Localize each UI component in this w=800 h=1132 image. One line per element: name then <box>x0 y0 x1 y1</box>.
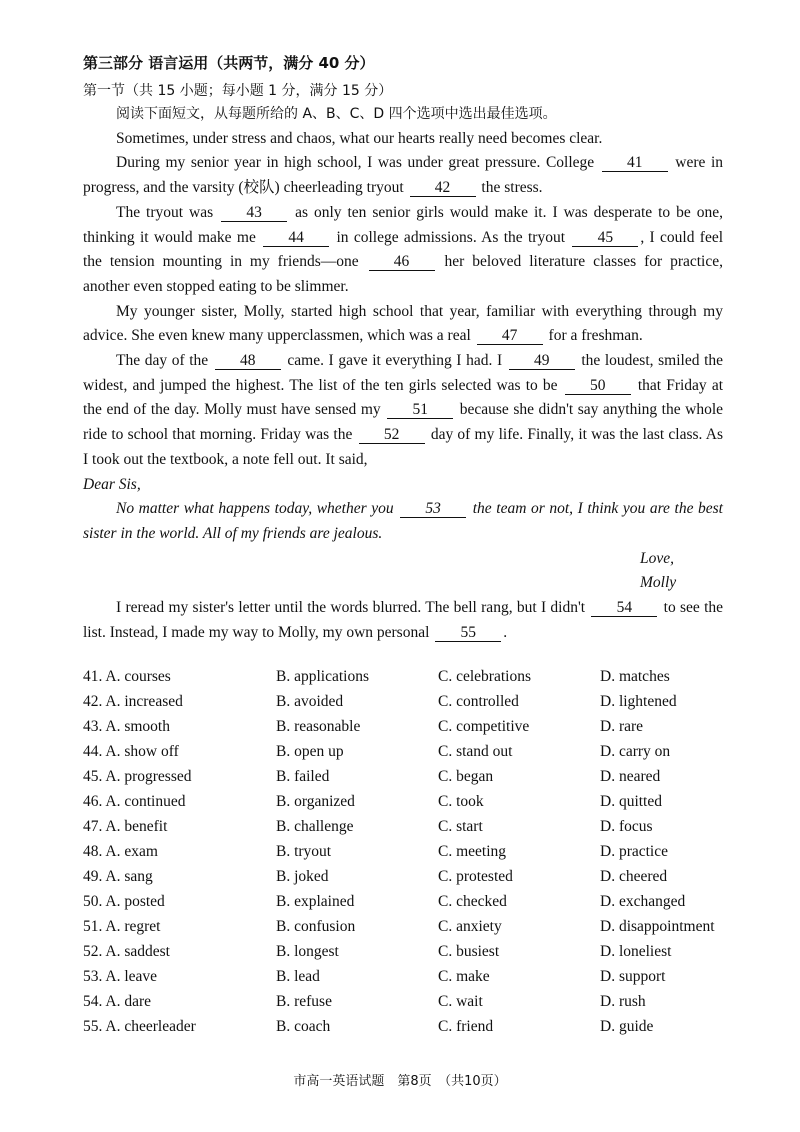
text: were in progress, and the varsity (校队) cheerleading tryout <box>83 154 724 197</box>
letter-sign-name: Molly <box>640 574 677 592</box>
option-b: B. confusion <box>276 918 356 935</box>
option-a: 52. A. saddest <box>83 943 170 960</box>
option-b: B. open up <box>276 743 344 760</box>
blank-52: 52 <box>359 426 425 444</box>
option-row-55 <box>83 1014 733 1039</box>
option-d: D. quitted <box>600 793 662 810</box>
option-row-47 <box>83 814 733 839</box>
subsection-title: 第一节（共 15 小题；每小题 1 分，满分 15 分） <box>83 83 393 99</box>
option-c: C. controlled <box>438 693 519 710</box>
text: came. I gave it everything I had. I <box>287 352 503 370</box>
option-a: 51. A. regret <box>83 918 161 935</box>
option-c: C. wait <box>438 993 483 1010</box>
option-b: B. joked <box>276 868 329 885</box>
option-d: D. focus <box>600 818 653 835</box>
option-b: B. explained <box>276 893 355 910</box>
text: that Friday at the end of the day. Molly must have sensed my <box>83 376 723 419</box>
option-d: D. loneliest <box>600 943 672 960</box>
letter-greeting: Dear Sis, <box>83 475 141 493</box>
blank-44: 44 <box>263 229 329 247</box>
option-d: D. rush <box>600 993 646 1010</box>
option-b: B. failed <box>276 768 330 785</box>
option-c: C. took <box>438 793 484 810</box>
text: The day of the <box>116 352 209 370</box>
option-b: B. reasonable <box>276 718 361 735</box>
paragraph-3 <box>83 201 723 300</box>
text: to see the list. Instead, I made my way to Molly, my own personal <box>83 599 724 641</box>
blank-53: 53 <box>400 500 466 518</box>
option-c: C. friend <box>438 1018 494 1035</box>
paragraph-1 <box>83 127 723 152</box>
option-a: 45. A. progressed <box>83 768 192 785</box>
instruction: 阅读下面短文，从每题所给的 A、B、C、D 四个选项中选出最佳选项。 <box>116 106 557 122</box>
option-a: 49. A. sang <box>83 868 153 885</box>
cloze-passage <box>83 102 723 645</box>
letter-body <box>83 497 723 546</box>
option-b: B. avoided <box>276 693 344 710</box>
option-a: 54. A. dare <box>83 993 152 1010</box>
option-a: 42. A. increased <box>83 693 183 710</box>
blank-48: 48 <box>215 352 281 370</box>
option-d: D. carry on <box>600 743 671 760</box>
text: I reread my sister's letter until the words blurred. The bell rang, but I didn't <box>116 599 586 617</box>
option-c: C. meeting <box>438 843 507 860</box>
option-a: 47. A. benefit <box>83 818 168 835</box>
text: as only ten senior girls would make it. I was desperate to be one, thinking it would make me <box>83 203 723 246</box>
option-c: C. make <box>438 968 490 985</box>
paragraph-2 <box>83 151 723 200</box>
option-d: D. practice <box>600 843 668 860</box>
option-c: C. protested <box>438 868 513 885</box>
option-a: 50. A. posted <box>83 893 165 910</box>
option-a: 46. A. continued <box>83 793 186 810</box>
text: Sometimes, under stress and chaos, what our hearts really need becomes clear. <box>116 129 603 147</box>
text: because she didn't say anything the whole ride to school that morning. Friday was the <box>83 401 724 444</box>
page-footer: 市高一英语试题 第8页 （共10页） <box>293 1074 507 1089</box>
option-c: C. celebrations <box>438 668 531 685</box>
blank-46: 46 <box>369 253 435 271</box>
option-a: 43. A. smooth <box>83 718 170 735</box>
option-c: C. began <box>438 768 494 785</box>
option-row-53 <box>83 964 733 989</box>
text: the loudest, smiled the widest, and jumped the highest. The list of the ten girls selected was to be <box>83 352 724 394</box>
section-title: 第三部分 语言运用（共两节，满分 40 分） <box>83 54 375 72</box>
option-row-46 <box>83 789 733 814</box>
option-d: D. lightened <box>600 693 677 710</box>
blank-42: 42 <box>410 179 476 197</box>
option-b: B. challenge <box>276 818 354 835</box>
option-a: 53. A. leave <box>83 968 158 985</box>
blank-55: 55 <box>435 624 501 642</box>
blank-41: 41 <box>602 154 668 172</box>
option-row-42 <box>83 689 733 714</box>
option-a: 44. A. show off <box>83 743 179 760</box>
option-c: C. start <box>438 818 483 835</box>
option-d: D. matches <box>600 668 670 685</box>
option-row-41 <box>83 664 733 689</box>
text: My younger sister, Molly, started high school that year, familiar with everything through my advice. She even knew many upperclassmen, which was a real <box>83 302 723 345</box>
option-row-50 <box>83 889 733 914</box>
blank-43: 43 <box>221 204 287 222</box>
text: for a freshman. <box>548 327 643 345</box>
option-d: D. exchanged <box>600 893 686 910</box>
option-b: B. organized <box>276 793 355 810</box>
option-a: 55. A. cheerleader <box>83 1018 196 1035</box>
text: , I could feel the tension mounting in my friends—one <box>83 228 724 271</box>
option-row-48 <box>83 839 733 864</box>
blank-51: 51 <box>387 401 453 419</box>
option-c: C. busiest <box>438 943 500 960</box>
option-d: D. support <box>600 968 666 985</box>
option-d: D. cheered <box>600 868 668 885</box>
text: During my senior year in high school, I was under great pressure. College <box>116 154 595 172</box>
paragraph-6 <box>83 596 723 645</box>
text: her beloved literature classes for practice, another even stopped eating to be slimmer. <box>83 253 723 295</box>
option-a: 48. A. exam <box>83 843 158 860</box>
option-row-51 <box>83 914 733 939</box>
text: day of my life. Finally, it was the last class. As I took out the textbook, a note fell out. It said, <box>83 426 724 468</box>
option-d: D. rare <box>600 718 644 735</box>
option-b: B. applications <box>276 668 369 685</box>
option-c: C. competitive <box>438 718 530 735</box>
option-b: B. tryout <box>276 843 332 860</box>
option-b: B. lead <box>276 968 320 985</box>
answer-options <box>83 664 733 1039</box>
option-row-54 <box>83 989 733 1014</box>
blank-45: 45 <box>572 229 638 247</box>
paragraph-4 <box>83 300 723 349</box>
option-c: C. checked <box>438 893 507 910</box>
letter-sign-love: Love, <box>640 549 675 567</box>
option-d: D. disappointment <box>600 918 715 935</box>
option-row-43 <box>83 714 733 739</box>
option-b: B. longest <box>276 943 339 960</box>
option-b: B. refuse <box>276 993 332 1010</box>
option-d: D. guide <box>600 1018 654 1035</box>
blank-54: 54 <box>591 599 657 617</box>
text: The tryout was <box>116 203 214 221</box>
option-a: 41. A. courses <box>83 668 171 685</box>
text: the team or not, I think you are the best sister in the world. All of my friends are jealous. <box>83 500 723 542</box>
text: in college admissions. As the tryout <box>336 228 566 246</box>
option-c: C. anxiety <box>438 918 502 935</box>
option-row-45 <box>83 764 733 789</box>
blank-50: 50 <box>565 377 631 395</box>
text: the stress. <box>481 179 543 197</box>
option-c: C. stand out <box>438 743 513 760</box>
blank-47: 47 <box>477 327 543 345</box>
option-b: B. coach <box>276 1018 331 1035</box>
option-row-49 <box>83 864 733 889</box>
option-row-52 <box>83 939 733 964</box>
paragraph-5 <box>83 349 723 473</box>
option-row-44 <box>83 739 733 764</box>
blank-49: 49 <box>509 352 575 370</box>
option-d: D. neared <box>600 768 661 785</box>
text: . <box>503 623 508 641</box>
text: No matter what happens today, whether you <box>116 500 394 518</box>
